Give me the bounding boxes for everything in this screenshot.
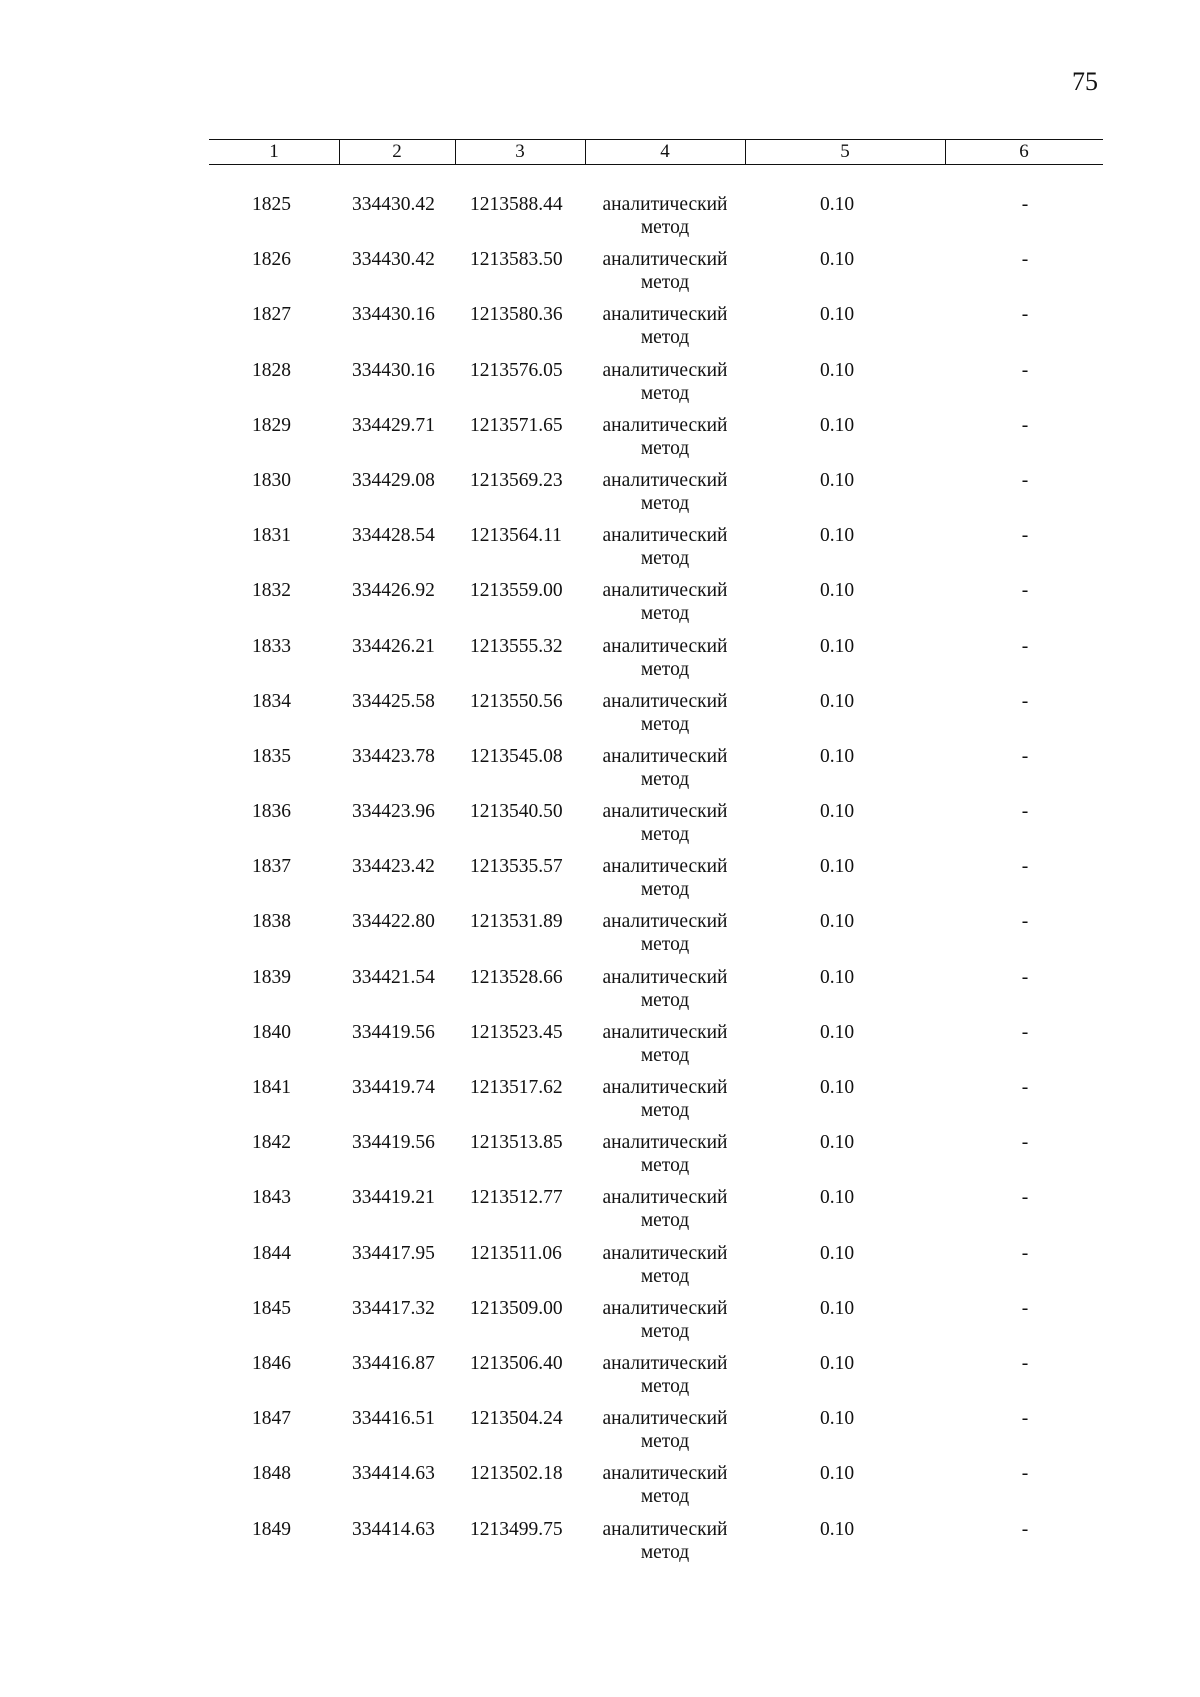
point-number: 1849 <box>252 1518 291 1540</box>
method-line-2: метод <box>640 603 690 625</box>
method-line-2: метод <box>640 1431 690 1453</box>
table-row <box>0 1518 1200 1573</box>
x-coordinate: 334419.56 <box>352 1132 435 1154</box>
x-coordinate: 334425.58 <box>352 690 435 712</box>
method-line-2: метод <box>640 658 690 680</box>
method-line-2: метод <box>640 382 690 404</box>
method-line-2: метод <box>640 272 690 294</box>
point-number: 1832 <box>252 580 291 602</box>
note: - <box>1021 1077 1029 1098</box>
method-line-2: метод <box>640 934 690 956</box>
x-coordinate: 334426.92 <box>352 580 435 602</box>
method-line-2: метод <box>640 768 690 790</box>
method-line-1: аналитический <box>602 1408 728 1430</box>
method-line-1: аналитический <box>602 1518 728 1540</box>
x-coordinate: 334414.63 <box>352 1518 435 1540</box>
y-coordinate: 1213528.66 <box>470 966 563 988</box>
table-body <box>0 193 1200 1573</box>
y-coordinate: 1213571.65 <box>470 414 563 436</box>
method <box>595 1462 735 1508</box>
method-line-2: метод <box>640 1375 690 1397</box>
method-line-2: метод <box>640 879 690 901</box>
method <box>595 579 735 625</box>
x-coordinate: 334416.87 <box>352 1352 435 1374</box>
method <box>595 193 735 239</box>
y-coordinate: 1213499.75 <box>470 1518 563 1540</box>
table-row <box>0 359 1200 414</box>
x-coordinate: 334416.51 <box>352 1408 435 1430</box>
y-coordinate: 1213559.00 <box>470 580 563 602</box>
table-row <box>0 303 1200 358</box>
error-value: 0.10 <box>820 1352 855 1374</box>
y-coordinate: 1213545.08 <box>470 745 563 767</box>
note: - <box>1021 1132 1029 1154</box>
x-coordinate: 334417.95 <box>352 1242 435 1264</box>
y-coordinate: 1213517.62 <box>470 1077 563 1098</box>
point-number: 1841 <box>252 1077 291 1098</box>
method-line-1: аналитический <box>602 1242 728 1264</box>
point-number: 1836 <box>252 801 291 823</box>
point-number: 1833 <box>252 635 291 657</box>
y-coordinate: 1213564.11 <box>470 525 562 547</box>
x-coordinate: 334429.71 <box>352 414 435 436</box>
x-coordinate: 334419.56 <box>352 1021 435 1043</box>
x-coordinate: 334428.54 <box>352 525 435 547</box>
x-coordinate: 334419.74 <box>352 1077 435 1098</box>
header-col-6: 6 <box>1019 141 1029 162</box>
method <box>595 690 735 736</box>
error-value: 0.10 <box>820 1408 855 1430</box>
y-coordinate: 1213588.44 <box>470 194 563 215</box>
table-row <box>0 690 1200 745</box>
point-number: 1840 <box>252 1021 291 1043</box>
page-number: 75 <box>1072 67 1098 96</box>
table-row <box>0 1242 1200 1297</box>
y-coordinate: 1213583.50 <box>470 249 563 271</box>
method-line-2: метод <box>640 492 690 514</box>
method-line-2: метод <box>640 1320 690 1342</box>
note: - <box>1021 1187 1029 1209</box>
header-col-1: 1 <box>269 141 279 162</box>
method-line-1: аналитический <box>602 1187 728 1209</box>
point-number: 1838 <box>252 911 291 933</box>
table-row <box>0 1186 1200 1241</box>
error-value: 0.10 <box>820 801 855 823</box>
note: - <box>1021 1518 1029 1540</box>
error-value: 0.10 <box>820 359 855 381</box>
y-coordinate: 1213550.56 <box>470 690 563 712</box>
error-value: 0.10 <box>820 966 855 988</box>
table-row <box>0 524 1200 579</box>
method-line-1: аналитический <box>602 359 728 381</box>
method <box>595 1242 735 1288</box>
table-row <box>0 1021 1200 1076</box>
table-row <box>0 966 1200 1021</box>
error-value: 0.10 <box>820 1187 855 1209</box>
method-line-2: метод <box>640 437 690 459</box>
table-row <box>0 469 1200 524</box>
method-line-1: аналитический <box>602 1352 728 1374</box>
header-col-3: 3 <box>515 141 525 162</box>
error-value: 0.10 <box>820 1463 855 1485</box>
note: - <box>1021 194 1029 215</box>
note: - <box>1021 1463 1029 1485</box>
note: - <box>1021 1021 1029 1043</box>
table-row <box>0 248 1200 303</box>
error-value: 0.10 <box>820 304 855 326</box>
y-coordinate: 1213576.05 <box>470 359 563 381</box>
y-coordinate: 1213540.50 <box>470 801 563 823</box>
error-value: 0.10 <box>820 1132 855 1154</box>
method-line-2: метод <box>640 548 690 570</box>
note: - <box>1021 966 1029 988</box>
method <box>595 966 735 1012</box>
error-value: 0.10 <box>820 525 855 547</box>
method-line-1: аналитический <box>602 1132 728 1154</box>
error-value: 0.10 <box>820 745 855 767</box>
method <box>595 469 735 515</box>
method-line-1: аналитический <box>602 911 728 933</box>
method <box>595 248 735 294</box>
method-line-2: метод <box>640 1100 690 1121</box>
method-line-2: метод <box>640 1541 690 1563</box>
method-line-2: метод <box>640 1044 690 1066</box>
error-value: 0.10 <box>820 690 855 712</box>
method-line-1: аналитический <box>602 690 728 712</box>
error-value: 0.10 <box>820 635 855 657</box>
method-line-1: аналитический <box>602 966 728 988</box>
error-value: 0.10 <box>820 249 855 271</box>
point-number: 1848 <box>252 1463 291 1485</box>
error-value: 0.10 <box>820 1077 855 1098</box>
x-coordinate: 334423.96 <box>352 801 435 823</box>
point-number: 1834 <box>252 690 291 712</box>
method-line-1: аналитический <box>602 249 728 271</box>
x-coordinate: 334422.80 <box>352 911 435 933</box>
note: - <box>1021 1297 1029 1319</box>
note: - <box>1021 1242 1029 1264</box>
table-row <box>0 800 1200 855</box>
point-number: 1835 <box>252 745 291 767</box>
method-line-2: метод <box>640 824 690 846</box>
method-line-2: метод <box>640 1155 690 1177</box>
y-coordinate: 1213531.89 <box>470 911 563 933</box>
method-line-1: аналитический <box>602 469 728 491</box>
point-number: 1830 <box>252 469 291 491</box>
point-number: 1847 <box>252 1408 291 1430</box>
table-row <box>0 1462 1200 1517</box>
method-line-2: метод <box>640 1210 690 1232</box>
error-value: 0.10 <box>820 194 855 215</box>
x-coordinate: 334417.32 <box>352 1297 435 1319</box>
error-value: 0.10 <box>820 1518 855 1540</box>
table-row <box>0 414 1200 469</box>
x-coordinate: 334426.21 <box>352 635 435 657</box>
method-line-2: метод <box>640 217 690 238</box>
table-row <box>0 1352 1200 1407</box>
header-col-4: 4 <box>660 141 670 162</box>
table-row <box>0 1407 1200 1462</box>
y-coordinate: 1213506.40 <box>470 1352 563 1374</box>
error-value: 0.10 <box>820 469 855 491</box>
error-value: 0.10 <box>820 414 855 436</box>
method-line-1: аналитический <box>602 635 728 657</box>
note: - <box>1021 359 1029 381</box>
note: - <box>1021 414 1029 436</box>
table-row <box>0 1297 1200 1352</box>
method-line-2: метод <box>640 713 690 735</box>
method <box>595 524 735 570</box>
y-coordinate: 1213535.57 <box>470 856 563 878</box>
table-header <box>209 139 1103 165</box>
note: - <box>1021 801 1029 823</box>
method <box>595 1186 735 1232</box>
method-line-1: аналитический <box>602 801 728 823</box>
method <box>595 800 735 846</box>
header-col-5: 5 <box>840 141 850 162</box>
note: - <box>1021 856 1029 878</box>
point-number: 1831 <box>252 525 291 547</box>
x-coordinate: 334423.42 <box>352 856 435 878</box>
method <box>595 303 735 349</box>
method-line-1: аналитический <box>602 1077 728 1098</box>
x-coordinate: 334414.63 <box>352 1463 435 1485</box>
note: - <box>1021 249 1029 271</box>
table-row <box>0 1076 1200 1131</box>
method <box>595 1021 735 1067</box>
note: - <box>1021 690 1029 712</box>
point-number: 1825 <box>252 194 291 215</box>
note: - <box>1021 1408 1029 1430</box>
error-value: 0.10 <box>820 580 855 602</box>
y-coordinate: 1213580.36 <box>470 304 563 326</box>
method-line-2: метод <box>640 1486 690 1508</box>
method-line-1: аналитический <box>602 304 728 326</box>
method-line-1: аналитический <box>602 745 728 767</box>
method <box>595 745 735 791</box>
method-line-1: аналитический <box>602 1297 728 1319</box>
table-row <box>0 910 1200 965</box>
x-coordinate: 334430.16 <box>352 359 435 381</box>
note: - <box>1021 745 1029 767</box>
note: - <box>1021 911 1029 933</box>
method-line-1: аналитический <box>602 1463 728 1485</box>
note: - <box>1021 580 1029 602</box>
method-line-1: аналитический <box>602 525 728 547</box>
table-row <box>0 579 1200 634</box>
x-coordinate: 334421.54 <box>352 966 435 988</box>
method-line-2: метод <box>640 1265 690 1287</box>
note: - <box>1021 469 1029 491</box>
y-coordinate: 1213502.18 <box>470 1463 563 1485</box>
point-number: 1828 <box>252 359 291 381</box>
y-coordinate: 1213511.06 <box>470 1242 562 1264</box>
method <box>595 1352 735 1398</box>
table-row <box>0 745 1200 800</box>
method-line-1: аналитический <box>602 856 728 878</box>
method <box>595 1076 735 1122</box>
point-number: 1826 <box>252 249 291 271</box>
table-row <box>0 193 1200 248</box>
method <box>595 910 735 956</box>
method <box>595 1131 735 1177</box>
method-line-2: метод <box>640 989 690 1011</box>
method <box>595 635 735 681</box>
y-coordinate: 1213512.77 <box>470 1187 563 1209</box>
y-coordinate: 1213555.32 <box>470 635 563 657</box>
method <box>595 1407 735 1453</box>
x-coordinate: 334429.08 <box>352 469 435 491</box>
error-value: 0.10 <box>820 911 855 933</box>
x-coordinate: 334419.21 <box>352 1187 435 1209</box>
note: - <box>1021 635 1029 657</box>
method-line-1: аналитический <box>602 580 728 602</box>
error-value: 0.10 <box>820 856 855 878</box>
error-value: 0.10 <box>820 1021 855 1043</box>
point-number: 1839 <box>252 966 291 988</box>
table-row <box>0 1131 1200 1186</box>
y-coordinate: 1213513.85 <box>470 1132 563 1154</box>
method <box>595 414 735 460</box>
x-coordinate: 334423.78 <box>352 745 435 767</box>
x-coordinate: 334430.42 <box>352 249 435 271</box>
point-number: 1842 <box>252 1132 291 1154</box>
error-value: 0.10 <box>820 1242 855 1264</box>
y-coordinate: 1213523.45 <box>470 1021 563 1043</box>
x-coordinate: 334430.42 <box>352 194 435 215</box>
method <box>595 1518 735 1564</box>
point-number: 1829 <box>252 414 291 436</box>
point-number: 1845 <box>252 1297 291 1319</box>
point-number: 1837 <box>252 856 291 878</box>
header-col-2: 2 <box>392 141 402 162</box>
method-line-1: аналитический <box>602 414 728 436</box>
method-line-1: аналитический <box>602 194 728 215</box>
point-number: 1844 <box>252 1242 291 1264</box>
y-coordinate: 1213509.00 <box>470 1297 563 1319</box>
note: - <box>1021 1352 1029 1374</box>
x-coordinate: 334430.16 <box>352 304 435 326</box>
note: - <box>1021 525 1029 547</box>
point-number: 1846 <box>252 1352 291 1374</box>
y-coordinate: 1213504.24 <box>470 1408 563 1430</box>
note: - <box>1021 304 1029 326</box>
method <box>595 1297 735 1343</box>
table-row <box>0 855 1200 910</box>
method <box>595 855 735 901</box>
method <box>595 359 735 405</box>
table-row <box>0 635 1200 690</box>
point-number: 1843 <box>252 1187 291 1209</box>
method-line-1: аналитический <box>602 1021 728 1043</box>
method-line-2: метод <box>640 327 690 349</box>
error-value: 0.10 <box>820 1297 855 1319</box>
point-number: 1827 <box>252 304 291 326</box>
y-coordinate: 1213569.23 <box>470 469 563 491</box>
